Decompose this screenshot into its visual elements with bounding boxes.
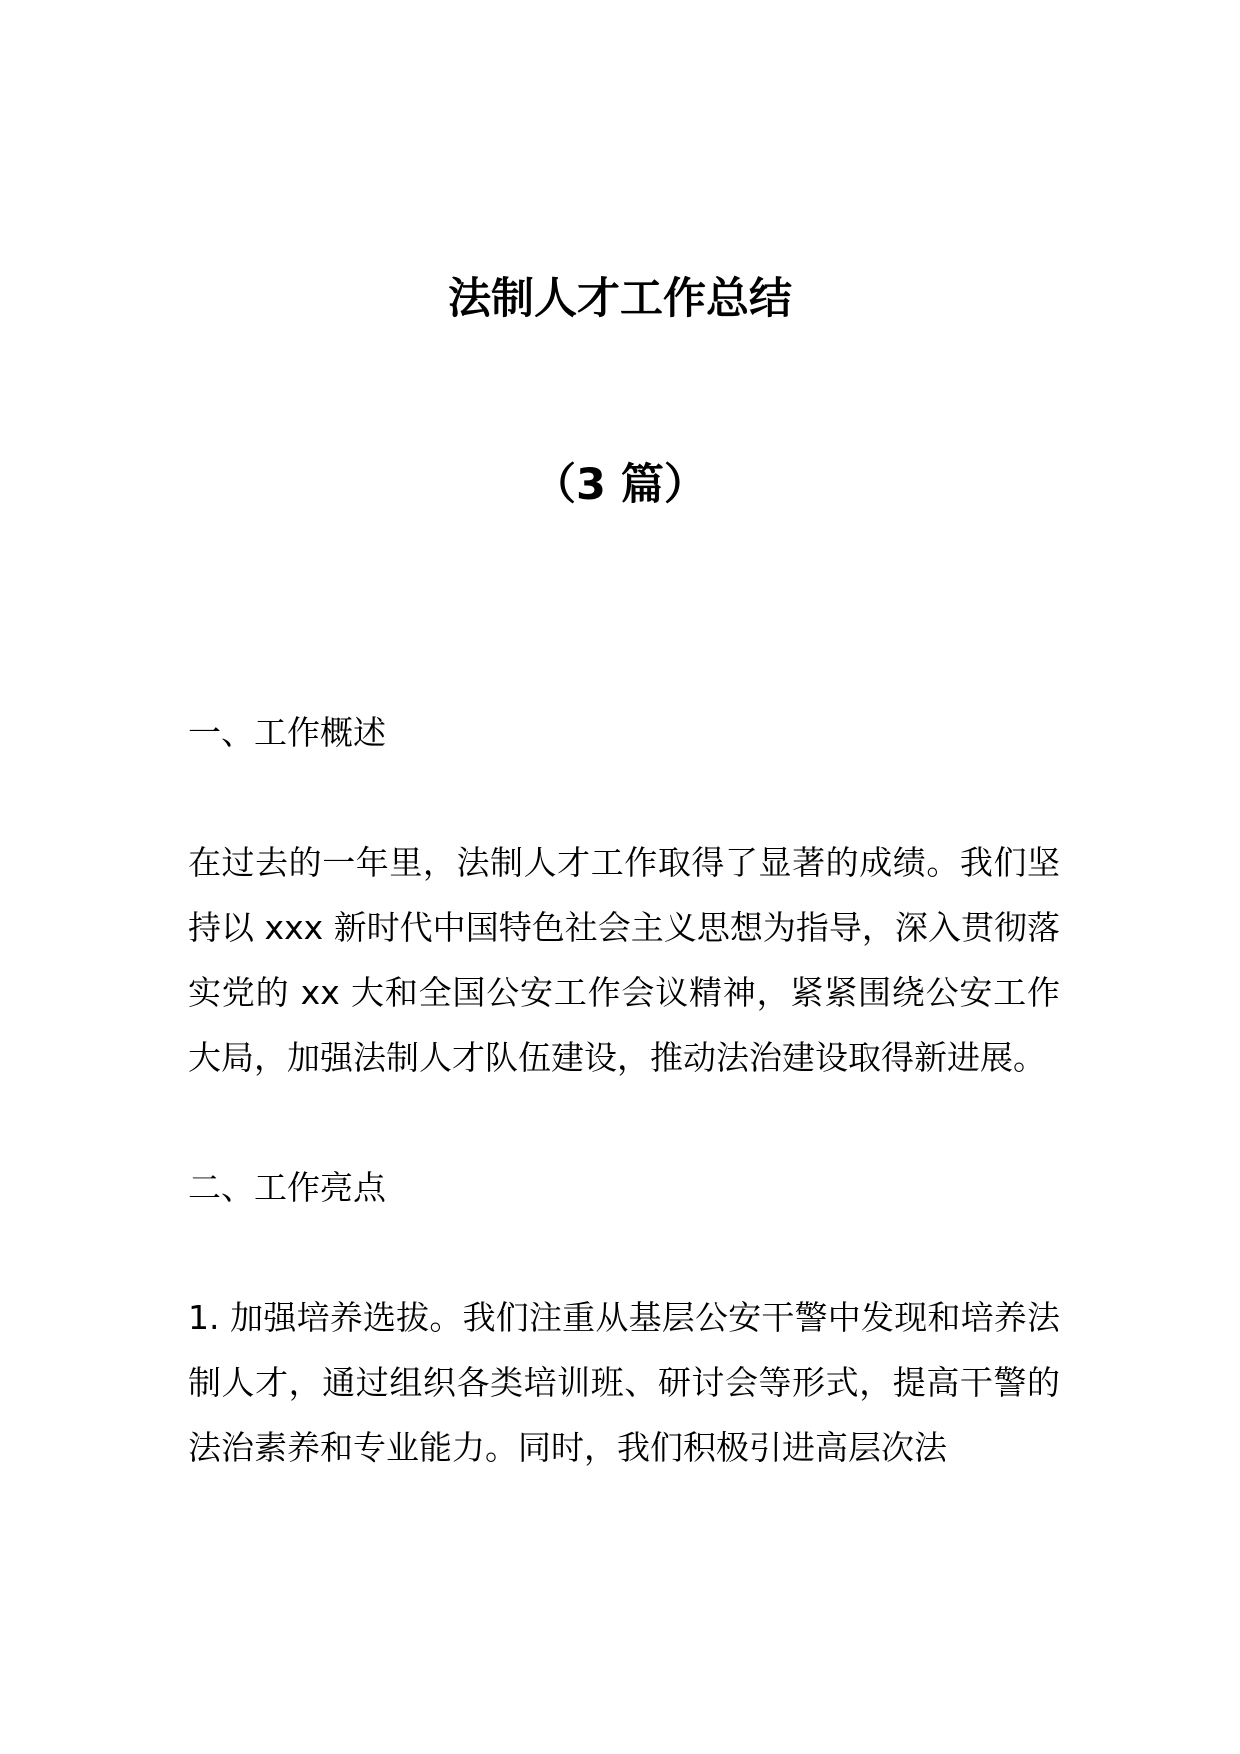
section-heading-highlights: 二、工作亮点 [188,1168,386,1207]
document-title: 法制人才工作总结 [448,274,792,324]
spacer [188,1090,1060,1155]
spacer [188,765,1060,830]
section-paragraph-overview: 在过去的一年里，法制人才工作取得了显著的成绩。我们坚持以 xxx 新时代中国特色社会主义思想为指导，深入贯彻落实党的 xx 大和全国公安工作会议精神，紧紧围绕公安工作大局，加强法制人才队伍建设，推动法治建设取得新进展。 [188,843,1060,1077]
spacer [188,1220,1060,1285]
document-body [188,700,1060,1480]
section-paragraph-highlights: 1. 加强培养选拔。我们注重从基层公安干警中发现和培养法制人才，通过组织各类培训班、研讨会等形式，提高干警的法治素养和专业能力。同时，我们积极引进高层次法 [188,1298,1060,1467]
document-subtitle: （3 篇） [533,460,707,510]
section-heading-overview: 一、工作概述 [188,713,386,752]
